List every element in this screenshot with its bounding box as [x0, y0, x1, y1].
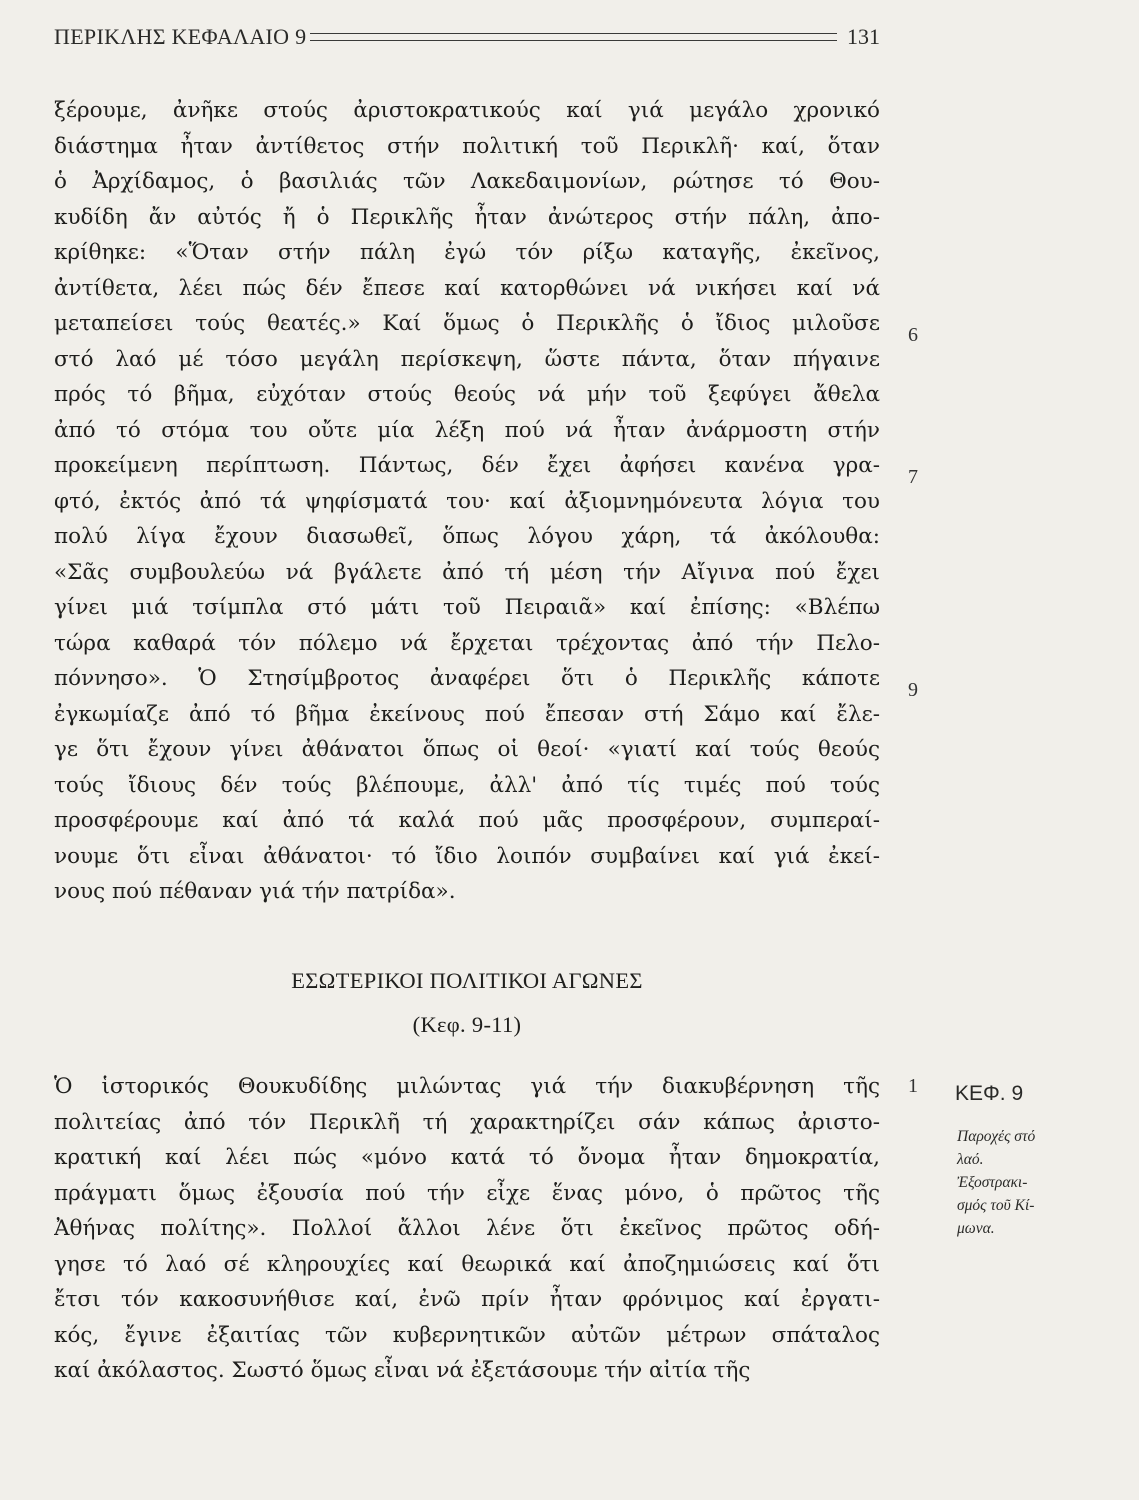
text-line: τώρα καθαρά τόν πόλεμο νά ἔρχεται τρέχοντας ἀπό τήν Πελο-	[54, 630, 880, 656]
text-line: διάστημα ἦταν ἀντίθετος στήν πολιτική τοῦ Περικλῆ· καί, ὅταν	[54, 133, 880, 159]
side-note-line: Ἐξοστρακι-	[957, 1174, 1028, 1191]
text-line: κός, ἔγινε ἐξαιτίας τῶν κυβερνητικῶν αὐτῶν μέτρων σπάταλος	[54, 1322, 880, 1348]
side-note-line: μωνα.	[957, 1220, 995, 1237]
text-line: κυδίδη ἄν αὐτός ἤ ὁ Περικλῆς ἦταν ἀνώτερος στήν πάλη, ἀπο-	[54, 204, 880, 230]
side-note-line: σμός τοῦ Κί-	[957, 1197, 1035, 1214]
text-line: ἐγκωμίαζε ἀπό τό βῆμα ἐκείνους πού ἔπεσαν στή Σάμο καί ἔλε-	[54, 701, 880, 727]
main-text-top	[54, 93, 880, 910]
text-line: πράγματι ὅμως ἐξουσία πού τήν εἶχε ἕνας μόνο, ὁ πρῶτος τῆς	[54, 1180, 880, 1206]
text-line: νουμε ὅτι εἶναι ἀθάνατοι· τό ἴδιο λοιπόν συμβαίνει καί γιά ἐκεί-	[54, 843, 880, 869]
text-line: μεταπείσει τούς θεατές.» Καί ὅμως ὁ Περικλῆς ὁ ἴδιος μιλοῦσε	[54, 311, 880, 336]
running-title: ΠΕΡΙΚΛΗΣ ΚΕΦΑΛΑΙΟ 9	[54, 24, 307, 49]
side-note-line: Παροχές στό	[957, 1128, 1036, 1145]
text-line: καί ἀκόλαστος. Σωστό ὅμως εἶναι νά ἐξετάσουμε τήν αἰτία τῆς	[54, 1358, 751, 1383]
margin-number: 9	[908, 679, 918, 701]
margin-number: 1	[908, 1075, 918, 1097]
text-line: πόννησο». Ὁ Στησίμβροτος ἀναφέρει ὅτι ὁ Περικλῆς κάποτε	[54, 666, 880, 691]
side-note	[957, 1125, 1097, 1240]
page-header	[54, 20, 880, 54]
text-line: προκείμενη περίπτωση. Πάντως, δέν ἔχει ἀφήσει κανένα γρα-	[54, 453, 880, 478]
side-note-line: λαό.	[957, 1151, 984, 1168]
text-line: φτό, ἐκτός ἀπό τά ψηφίσματά του· καί ἀξιομνημόνευτα λόγια του	[54, 488, 880, 514]
text-line: ἀπό τό στόμα του οὔτε μία λέξη πού νά ἦταν ἀνάρμοστη στήν	[54, 417, 880, 443]
header-double-rule	[310, 33, 837, 41]
text-line: γε ὅτι ἔχουν γίνει ἀθάνατοι ὅπως οἱ θεοί· «γιατί καί τούς θεούς	[54, 737, 880, 762]
section-subheading: (Κεφ. 9-11)	[412, 1012, 522, 1037]
text-line: πολύ λίγα ἔχουν διασωθεῖ, ὅπως λόγου χάρη, τά ἀκόλουθα:	[54, 524, 880, 549]
text-line: ἔτσι τόν κακοσυνήθισε καί, ἐνῶ πρίν ἦταν φρόνιμος καί ἐργατι-	[54, 1287, 880, 1312]
text-line: ἀντίθετα, λέει πώς δέν ἔπεσε καί κατορθώνει νά νικήσει καί νά	[54, 275, 880, 301]
side-chapter-title: ΚΕΦ. 9	[955, 1082, 1024, 1105]
text-line: νους πού πέθαναν γιά τήν πατρίδα».	[54, 879, 456, 904]
page-number: 131	[847, 24, 880, 49]
text-line: «Σᾶς συμβουλεύω νά βγάλετε ἀπό τή μέση τήν Αἴγινα πού ἔχει	[54, 559, 880, 585]
margin-number: 7	[908, 466, 918, 488]
text-line: τούς ἴδιους δέν τούς βλέπουμε, ἀλλ' ἀπό τίς τιμές πού τούς	[54, 772, 880, 798]
text-line: πρός τό βῆμα, εὐχόταν στούς θεούς νά μήν τοῦ ξεφύγει ἄθελα	[54, 382, 880, 407]
section-heading: ΕΣΩΤΕΡΙΚΟΙ ΠΟΛΙΤΙΚΟΙ ΑΓΩΝΕΣ	[291, 968, 643, 993]
margin-number: 6	[908, 324, 918, 346]
text-line: Ὁ ἱστορικός Θουκυδίδης μιλώντας γιά τήν διακυβέρνηση τῆς	[54, 1074, 880, 1099]
text-line: γησε τό λαό σέ κληρουχίες καί θεωρικά καί ἀποζημιώσεις καί ὅτι	[54, 1251, 880, 1277]
text-line: στό λαό μέ τόσο μεγάλη περίσκεψη, ὥστε πάντα, ὅταν πήγαινε	[54, 346, 880, 372]
text-line: ὁ Ἀρχίδαμος, ὁ βασιλιάς τῶν Λακεδαιμονίων, ρώτησε τό Θου-	[54, 169, 880, 194]
text-line: κρατική καί λέει πώς «μόνο κατά τό ὄνομα ἦταν δημοκρατία,	[54, 1145, 880, 1170]
text-line: προσφέρουμε καί ἀπό τά καλά πού μᾶς προσφέρουν, συμπεραί-	[54, 808, 880, 833]
text-line: πολιτείας ἀπό τόν Περικλῆ τή χαρακτηρίζει σάν κάπως ἀριστο-	[54, 1109, 880, 1135]
text-line: γίνει μιά τσίμπλα στό μάτι τοῦ Πειραιᾶ» καί ἐπίσης: «Βλέπω	[54, 595, 880, 620]
text-line: κρίθηκε: «Ὅταν στήν πάλη ἐγώ τόν ρίξω καταγῆς, ἐκεῖνος,	[54, 240, 880, 265]
main-text-bottom	[54, 1069, 880, 1389]
text-line: Ἀθήνας πολίτης». Πολλοί ἄλλοι λένε ὅτι ἐκεῖνος πρῶτος οδή-	[54, 1216, 880, 1241]
text-line: ξέρουμε, ἀνῆκε στούς ἀριστοκρατικούς καί γιά μεγάλο χρονικό	[54, 98, 880, 123]
